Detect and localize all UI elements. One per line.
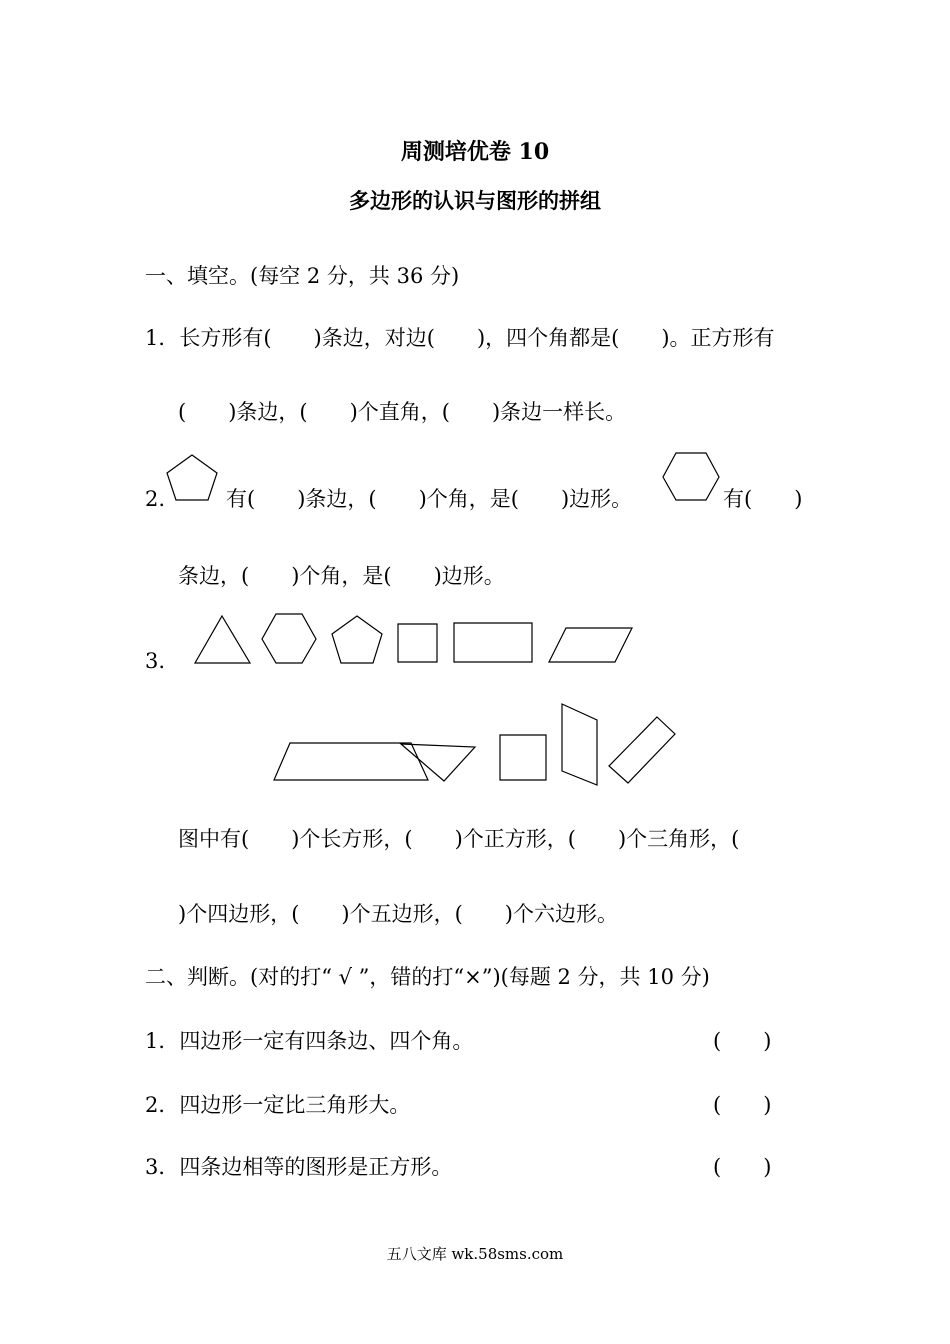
q3-shape-rectangle-1	[454, 623, 532, 662]
q1-line2: ( )条边，( )个直角，( )条边一样长。	[178, 400, 627, 424]
judge-item-2: 2．四边形一定比三角形大。	[145, 1093, 411, 1117]
q3-shape-hexagon	[262, 614, 316, 663]
q3-number: 3.	[145, 649, 166, 673]
section2-heading: 二、判断。(对的打“ √ ”，错的打“×”)(每题 2 分，共 10 分)	[145, 965, 710, 989]
q3-line2: )个四边形，( )个五边形，( )个六边形。	[178, 902, 618, 926]
q2-hexagon-icon	[663, 453, 719, 500]
judge-item-3: 3．四条边相等的图形是正方形。	[145, 1155, 453, 1179]
q3-shape-parallelogram	[549, 628, 632, 662]
q3-shape-triangle-2	[401, 744, 475, 781]
judge-answer-1[interactable]: ( )	[713, 1029, 772, 1053]
q3-shape-rectangle-2	[609, 717, 675, 783]
q3-shape-square-2	[500, 735, 546, 780]
q1-line1: 1．长方形有( )条边，对边( )，四个角都是( )。正方形有	[145, 326, 775, 350]
judge-item-1: 1．四边形一定有四条边、四个角。	[145, 1029, 474, 1053]
q2-part-b: 有( )	[723, 487, 803, 511]
q2-number: 2.	[145, 487, 166, 511]
q3-shape-trapezoid	[274, 743, 428, 780]
judge-answer-3[interactable]: ( )	[713, 1155, 772, 1179]
q3-shape-square-1	[398, 624, 437, 662]
q3-shape-quadrilateral	[562, 704, 597, 785]
q2-part-a: 有( )条边，( )个角，是( )边形。	[226, 487, 633, 511]
footer-watermark: 五八文库 wk.58sms.com	[386, 1245, 564, 1263]
q3-shape-triangle-1	[195, 616, 250, 663]
judge-answer-2[interactable]: ( )	[713, 1093, 772, 1117]
q3-shape-pentagon	[332, 616, 382, 663]
q3-line1: 图中有( )个长方形，( )个正方形，( )个三角形，(	[178, 827, 740, 851]
q2-line2: 条边，( )个角，是( )边形。	[178, 564, 505, 588]
q2-pentagon-icon	[167, 455, 217, 500]
section1-heading: 一、填空。(每空 2 分，共 36 分)	[145, 264, 460, 288]
page-title: 周测培优卷 10	[400, 139, 550, 165]
page-subtitle: 多边形的认识与图形的拼组	[349, 188, 601, 213]
